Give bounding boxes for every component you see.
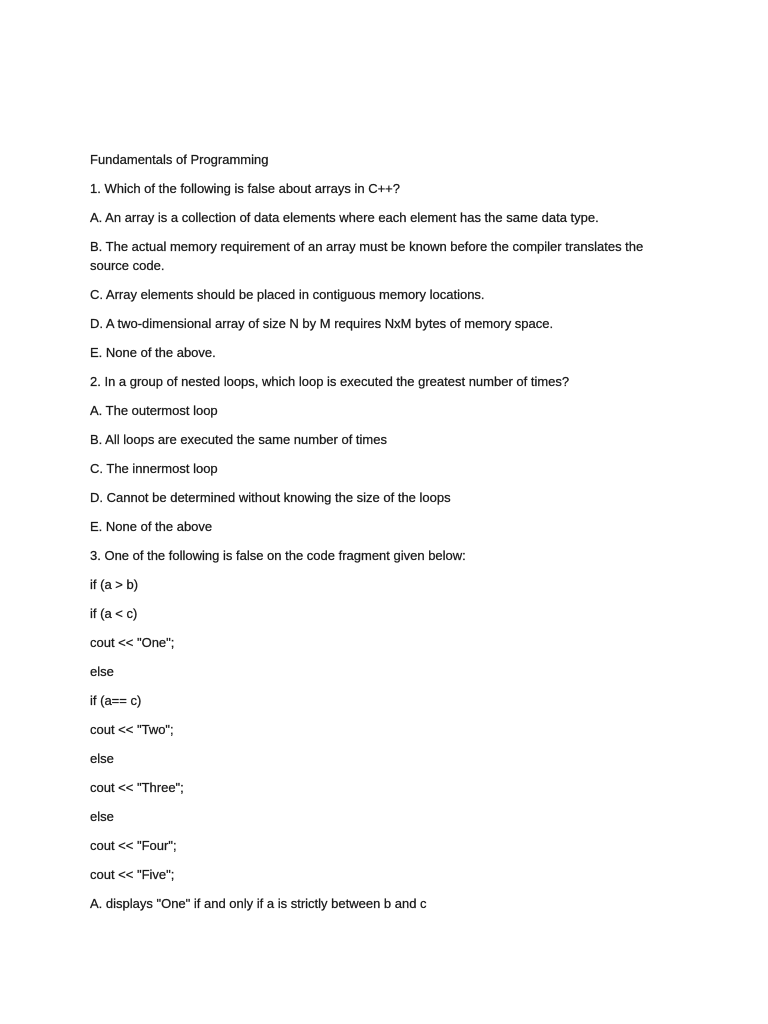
answer-option: E. None of the above [90,519,213,534]
code-line: if (a < c) [90,606,138,621]
code-line: else [90,809,114,824]
answer-option: B. All loops are executed the same number of times [90,432,387,447]
answer-option: E. None of the above. [90,345,216,360]
code-line: else [90,751,114,766]
answer-option: A. An array is a collection of data elements where each element has the same data type. [90,210,599,225]
code-line: cout << "One"; [90,635,175,650]
document-body [90,150,670,923]
code-line: else [90,664,114,679]
code-line: if (a > b) [90,577,139,592]
code-line: cout << "Three"; [90,780,184,795]
question-block [90,546,670,913]
answer-option: D. A two-dimensional array of size N by M requires NxM bytes of memory space. [90,316,554,331]
answer-option: D. Cannot be determined without knowing the size of the loops [90,490,451,505]
answer-option: A. The outermost loop [90,403,218,418]
question-block [90,179,670,362]
answer-option: C. Array elements should be placed in contiguous memory locations. [90,287,485,302]
question-text: 3. One of the following is false on the code fragment given below: [90,548,466,563]
code-line: cout << "Five"; [90,867,175,882]
answer-option: A. displays "One" if and only if a is strictly between b and c [90,896,427,911]
document-title: Fundamentals of Programming [90,152,269,167]
code-line: cout << "Four"; [90,838,177,853]
code-line: cout << "Two"; [90,722,174,737]
question-block [90,372,670,536]
answer-option: C. The innermost loop [90,461,218,476]
question-text: 2. In a group of nested loops, which loop is executed the greatest number of times? [90,374,570,389]
question-text: 1. Which of the following is false about arrays in C++? [90,181,400,196]
answer-option: B. The actual memory requirement of an array must be known before the compiler translates the source code. [90,239,647,273]
code-line: if (a== c) [90,693,142,708]
